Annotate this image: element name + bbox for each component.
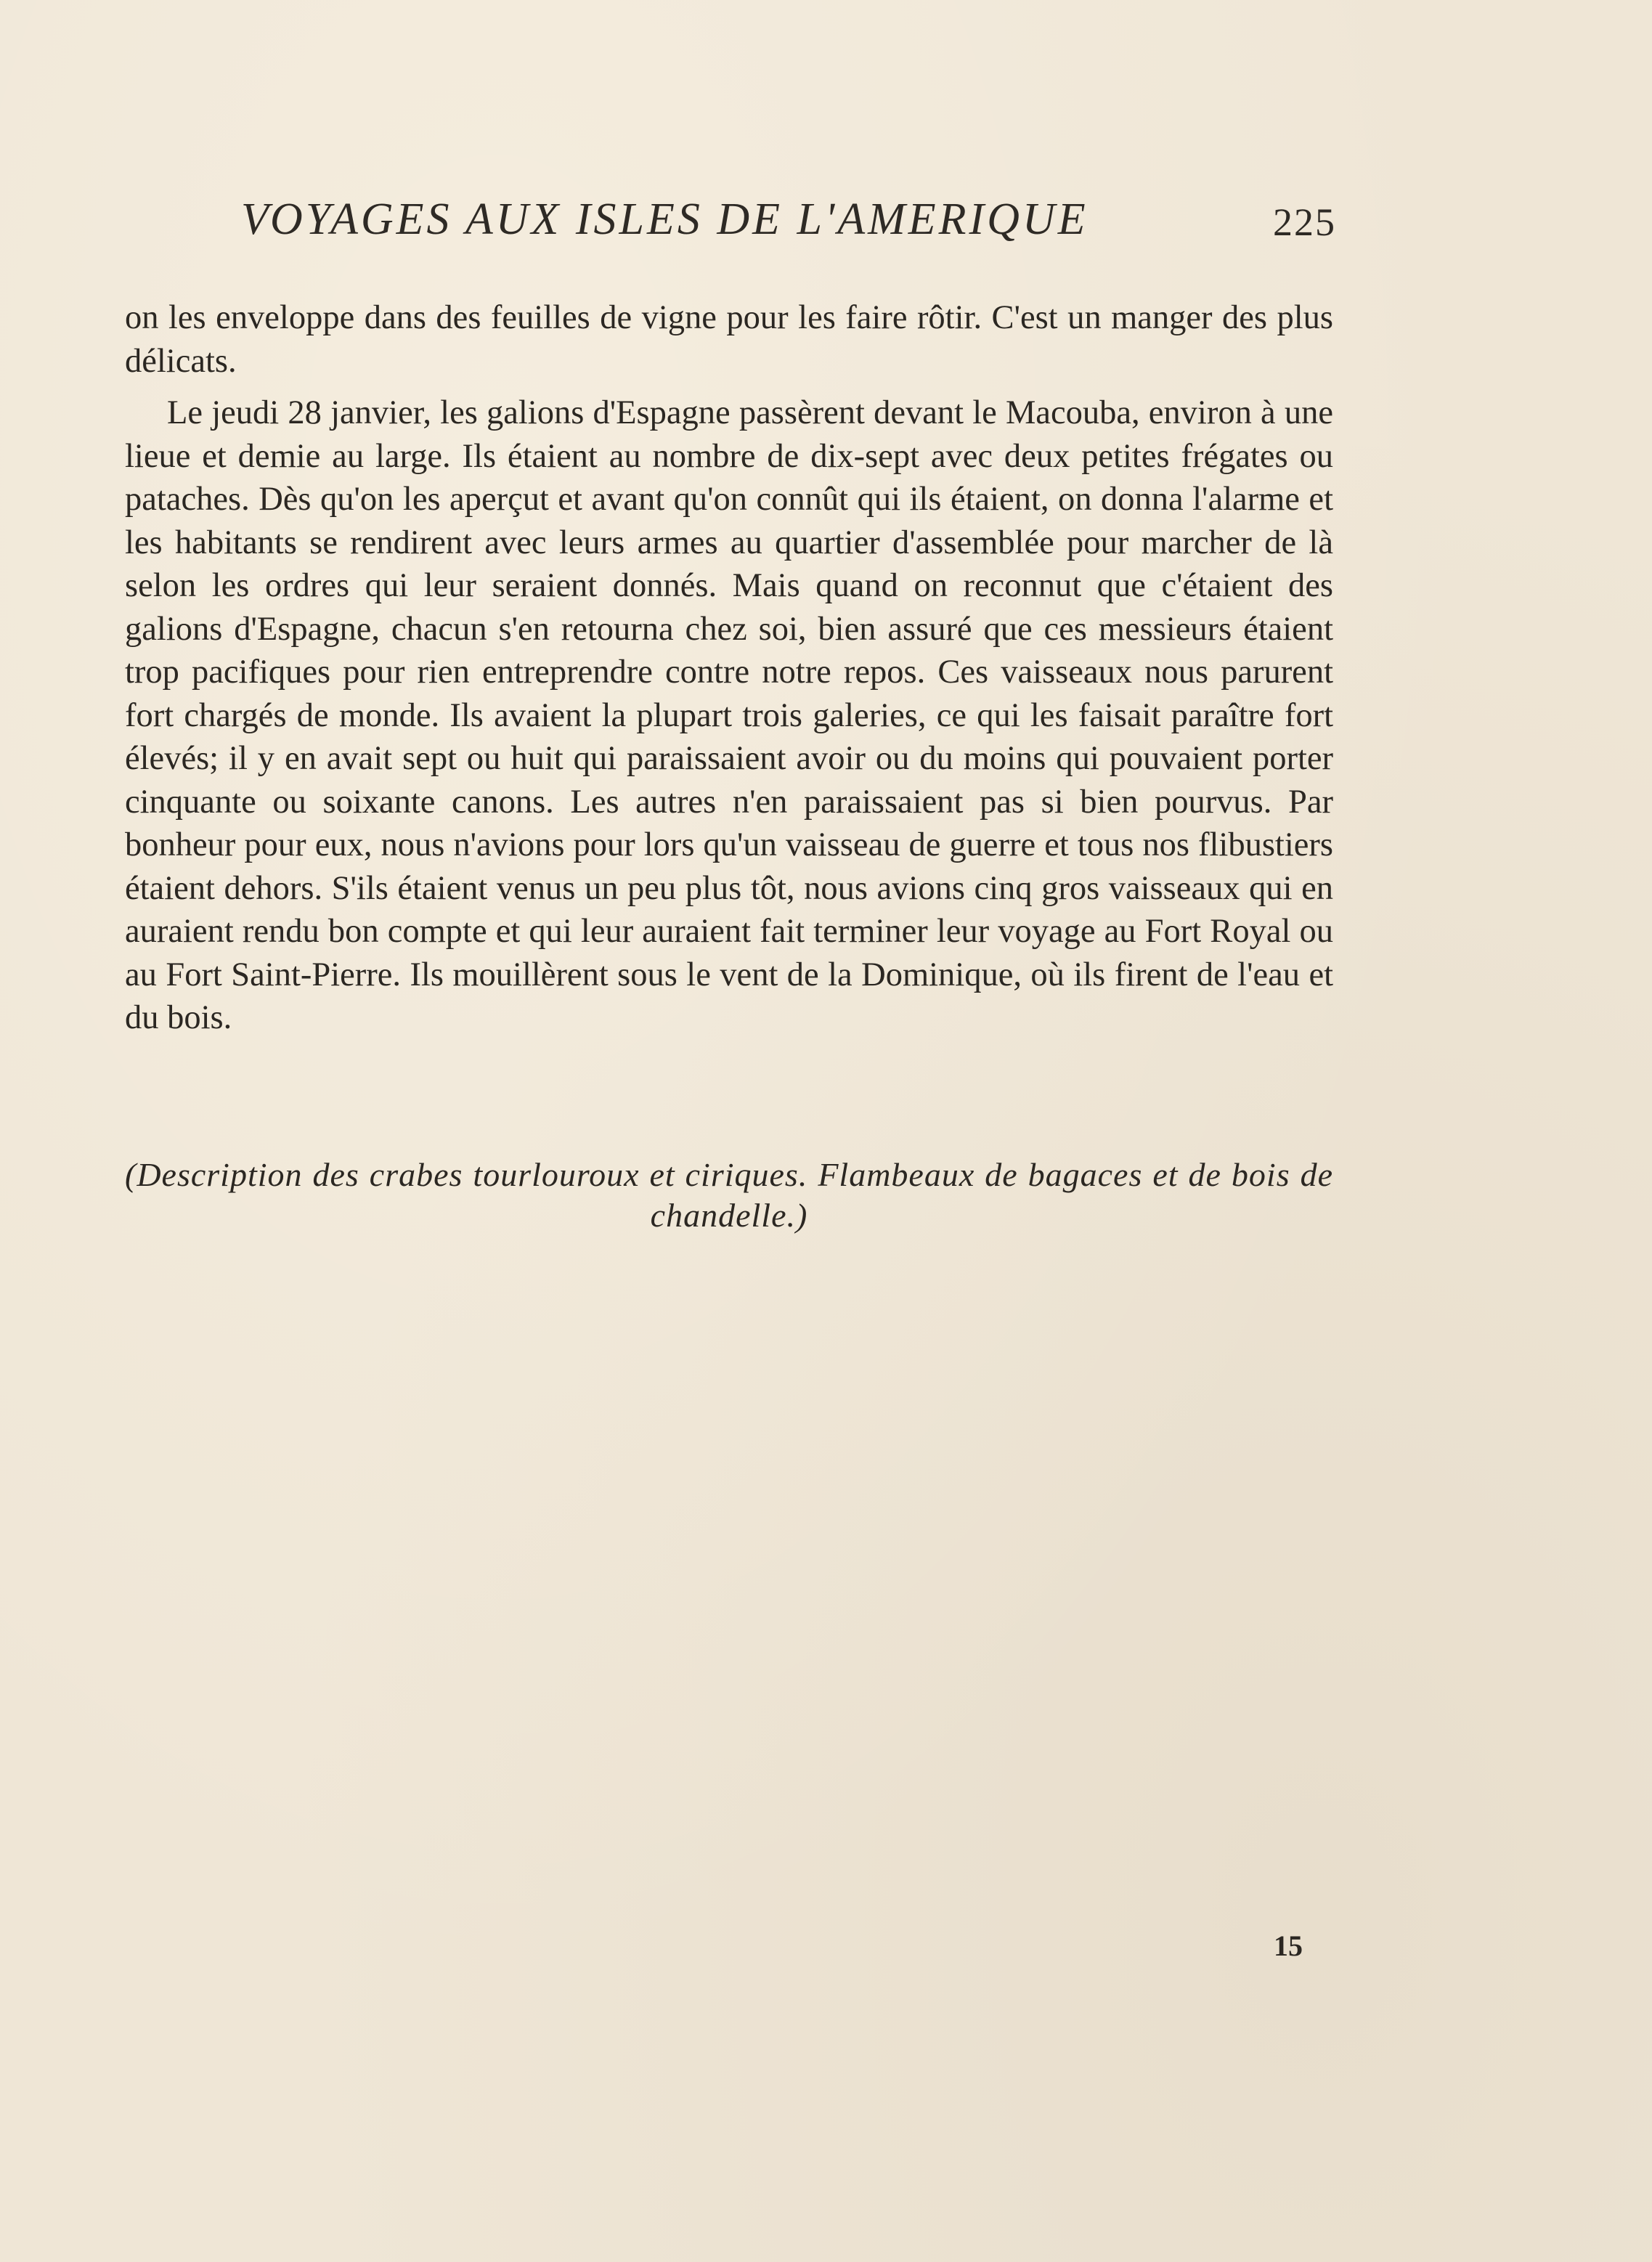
main-text [125,296,1333,1040]
editorial-summary [125,1155,1333,1236]
paragraph-continued: on les enveloppe dans des feuilles de vigne pour les faire rôtir. C'est un manger des plus délicats. [125,299,1333,380]
page-number: 225 [1273,200,1336,244]
summary-text: (Description des crabes tourlouroux et ciriques. Flambeaux de bagaces et de bois de chandelle.) [125,1156,1333,1234]
running-title: VOYAGES AUX ISLES DE L'AMERIQUE [241,195,1089,244]
signature-mark: 15 [1274,1929,1303,1962]
paragraph-galions: Le jeudi 28 janvier, les galions d'Espagne passèrent devant le Macouba, environ à une lieue et demie au large. Ils étaient au nombre de dix-sept avec deux petites frégates ou pataches. Dès qu'on les aperçut et avant qu'on connût qui ils étaient, on donna l'alarme et les habitants se rendirent avec leurs armes au quartier d'assemblée pour marcher de là selon les ordres qui leur seraient donnés. Mais quand on reconnut que c'étaient des galions d'Espagne, chacun s'en retourna chez soi, bien assuré que ces messieurs étaient trop pacifiques pour rien entreprendre contre notre repos. Ces vaisseaux nous parurent fort chargés de monde. Ils avaient la plupart trois galeries, ce qui les faisait paraître fort élevés; il y en avait sept ou huit qui paraissaient avoir ou du moins qui pouvaient porter cinquante ou soixante canons. Les autres n'en paraissaient pas si bien pourvus. Par bonheur pour eux, nous n'avions pour lors qu'un vaisseau de guerre et tous nos flibustiers étaient dehors. S'ils étaient venus un peu plus tôt, nous avions cinq gros vaisseaux qui en auraient rendu bon compte et qui leur auraient fait terminer leur voyage au Fort Royal ou au Fort Saint-Pierre. Ils mouillèrent sous le vent de la Dominique, où ils firent de l'eau et du bois. [125,394,1333,1036]
running-head [241,190,1336,248]
